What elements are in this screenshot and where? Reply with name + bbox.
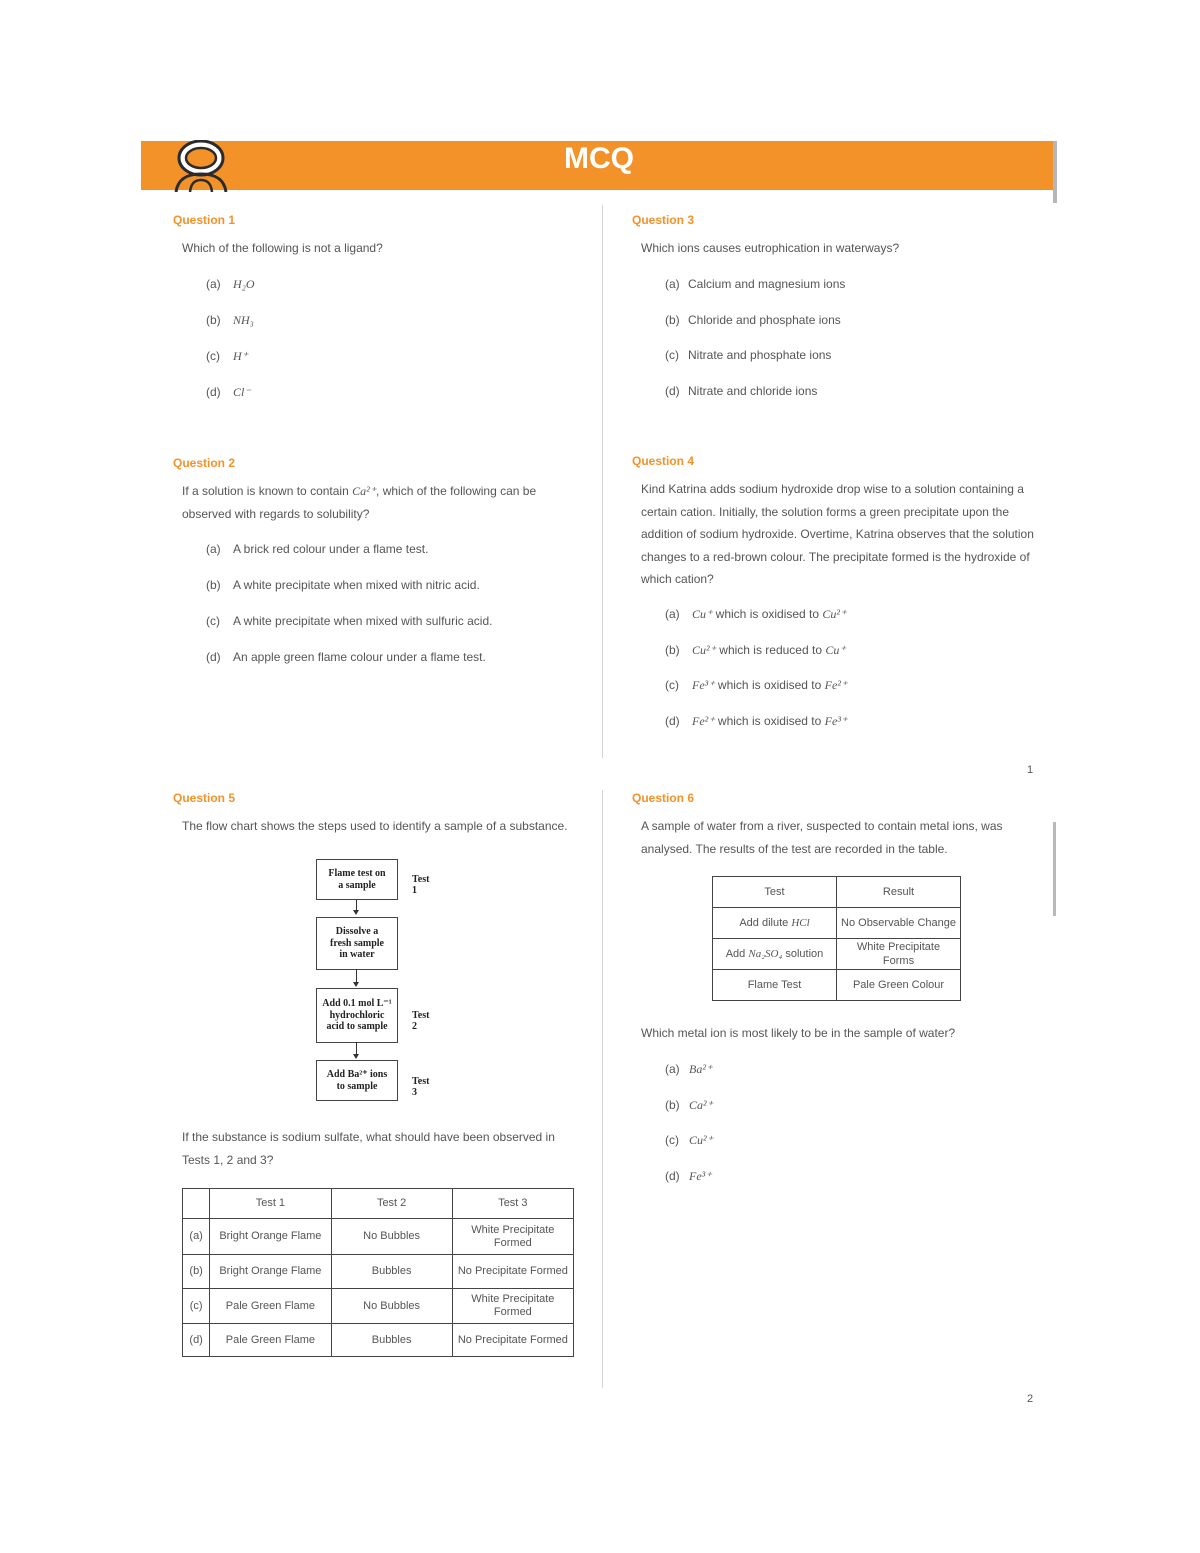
option-c[interactable]: (c) H⁺ xyxy=(206,349,248,363)
option-d[interactable]: (d) Nitrate and chloride ions xyxy=(665,383,818,398)
page-title: MCQ xyxy=(564,142,634,175)
flow-arrow xyxy=(353,982,359,987)
question-6-table xyxy=(712,876,961,1001)
margin-rule xyxy=(1053,822,1056,916)
option-a[interactable]: (a) Cu⁺ which is oxidised to Cu²⁺ xyxy=(665,607,847,621)
option-d[interactable]: (d) Fe²⁺ which is oxidised to Fe³⁺ xyxy=(665,713,848,728)
table-header-row: Test 1 Test 2 Test 3 xyxy=(183,1189,574,1219)
flow-step-dissolve: Dissolve a fresh sample in water xyxy=(316,917,398,970)
flow-arrow xyxy=(353,910,359,915)
option-b[interactable]: (b) Chloride and phosphate ions xyxy=(665,312,841,327)
flow-step-flame-test: Flame test on a sample xyxy=(316,859,398,900)
question-5-stem: The flow chart shows the steps used to identify a sample of a substance. xyxy=(182,819,568,833)
option-c[interactable]: (c) A white precipitate when mixed with sulfuric acid. xyxy=(206,614,493,628)
option-c[interactable]: (c) Nitrate and phosphate ions xyxy=(665,348,832,362)
option-d[interactable]: (d) Fe³⁺ xyxy=(665,1168,712,1183)
table-row[interactable]: Add Na₂SO₄ solution White Precipitate Forms xyxy=(713,939,961,970)
page-number: 2 xyxy=(1027,1393,1034,1405)
question-1-options xyxy=(206,276,255,400)
question-3-title: Question 3 xyxy=(632,213,695,227)
column-divider xyxy=(602,205,603,758)
option-b[interactable]: (b) A white precipitate when mixed with nitric acid. xyxy=(206,578,480,592)
option-c[interactable]: (c) Cu²⁺ xyxy=(665,1133,713,1147)
flow-test-label: Test 1 xyxy=(412,874,430,896)
question-4-options xyxy=(665,606,847,729)
question-4-stem: Kind Katrina adds sodium hydroxide drop wise to a solution containing a certain cation. Initially, the solution forms a green precipitate upon the addition of sodium hydroxide. Overtime, Katrina observes that the solution changes to a red-brown colour. The precipitate formed is the hydroxide of which cation? xyxy=(641,482,1034,586)
banner-edge-rule xyxy=(1053,141,1057,203)
question-1-stem: Which of the following is not a ligand? xyxy=(182,241,383,255)
table-row[interactable]: (c) Pale Green Flame No Bubbles White Precipitate Formed xyxy=(183,1289,574,1324)
flow-step-hydrochloric-acid: Add 0.1 mol L⁻¹ hydrochloric acid to sample xyxy=(316,988,398,1043)
table-row[interactable]: (a) Bright Orange Flame No Bubbles White Precipitate Formed xyxy=(183,1219,574,1255)
question-5-table xyxy=(182,1188,574,1357)
question-2-title: Question 2 xyxy=(173,456,236,470)
astronaut-icon xyxy=(170,140,232,192)
question-2-stem: If a solution is known to contain Ca²⁺, which of the following can be observed with regards to solubility? xyxy=(182,484,537,521)
flow-test-label: Test 3 xyxy=(412,1076,430,1098)
question-3-stem: Which ions causes eutrophication in waterways? xyxy=(641,241,900,255)
option-a[interactable]: (a) A brick red colour under a flame test. xyxy=(206,542,429,556)
option-c[interactable]: (c) Fe³⁺ which is oxidised to Fe²⁺ xyxy=(665,678,848,692)
flow-arrow xyxy=(353,1054,359,1059)
question-6-title: Question 6 xyxy=(632,791,695,805)
option-a[interactable]: (a) Ba²⁺ xyxy=(665,1062,713,1076)
header-banner xyxy=(141,141,1057,190)
question-4-title: Question 4 xyxy=(632,454,695,468)
option-b[interactable]: (b) NH₃ xyxy=(206,313,254,327)
table-row[interactable]: Flame Test Pale Green Colour xyxy=(713,970,961,1001)
option-a[interactable]: (a) H₂O xyxy=(206,277,255,291)
column-divider xyxy=(602,790,603,1388)
option-d[interactable]: (d) Cl⁻ xyxy=(206,385,251,399)
option-b[interactable]: (b) Ca²⁺ xyxy=(665,1097,713,1112)
question-6-prompt: Which metal ion is most likely to be in the sample of water? xyxy=(641,1026,956,1040)
question-2-options xyxy=(206,541,492,665)
option-b[interactable]: (b) Cu²⁺ which is reduced to Cu⁺ xyxy=(665,642,846,657)
question-5-title: Question 5 xyxy=(173,791,236,805)
flow-connector xyxy=(356,969,357,983)
page-number: 1 xyxy=(1027,764,1034,776)
question-5-prompt: If the substance is sodium sulfate, what should have been observed in Tests 1, 2 and 3? xyxy=(182,1130,555,1167)
flow-step-barium-ions: Add Ba²⁺ ions to sample xyxy=(316,1060,398,1101)
table-row[interactable]: (b) Bright Orange Flame Bubbles No Precipitate Formed xyxy=(183,1255,574,1289)
question-6-stem: A sample of water from a river, suspected to contain metal ions, was analysed. The results of the test are recorded in the table. xyxy=(641,819,1003,856)
table-row[interactable]: Add dilute HCl No Observable Change xyxy=(713,908,961,939)
question-6-options xyxy=(665,1061,713,1184)
flow-test-label: Test 2 xyxy=(412,1010,430,1032)
table-header-row: Test Result xyxy=(713,877,961,908)
question-1-title: Question 1 xyxy=(173,213,236,227)
question-3-options xyxy=(665,276,845,399)
table-row[interactable]: (d) Pale Green Flame Bubbles No Precipitate Formed xyxy=(183,1324,574,1357)
option-d[interactable]: (d) An apple green flame colour under a flame test. xyxy=(206,650,486,664)
option-a[interactable]: (a) Calcium and magnesium ions xyxy=(665,277,846,291)
